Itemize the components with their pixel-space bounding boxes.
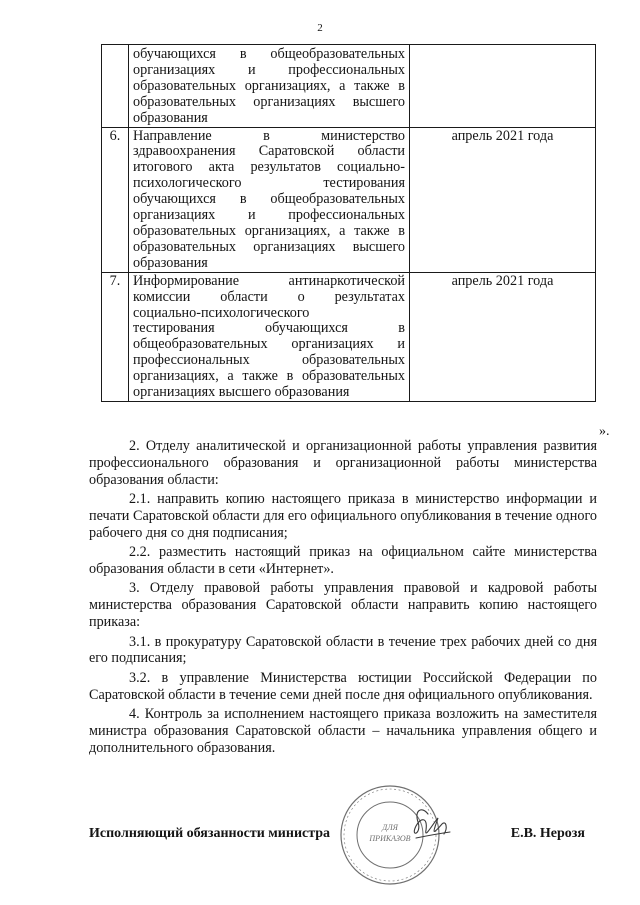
- row-number: 7.: [102, 272, 129, 401]
- paragraph-4: 4. Контроль за исполнением настоящего приказа возложить на заместителя министра образования Саратовской области – начальника управления общего и дополнительного образования.: [89, 705, 597, 756]
- paragraph-2: 2. Отделу аналитической и организационной работы управления развития профессионального образования и организационной работы министерства образования области:: [89, 438, 597, 488]
- table-row: [102, 45, 596, 128]
- row-description-line: организациях и профессиональных: [133, 207, 405, 224]
- row-description-line: тестирования обучающихся в: [133, 320, 405, 337]
- row-description-line: образования: [133, 254, 208, 271]
- signatory-title: Исполняющий обязанности министра: [89, 826, 331, 841]
- row-description-line: образовательных организациях высшего: [133, 238, 405, 255]
- paragraph-3: 3. Отделу правовой работы управления правовой и кадровой работы министерства образования Саратовской области направить копию настоящего приказа:: [89, 580, 597, 631]
- official-seal-stamp: [330, 778, 458, 888]
- row-description-line: комиссии области о результатах: [133, 288, 405, 305]
- handwritten-signature: [414, 810, 450, 838]
- row-description: [129, 272, 410, 401]
- row-description-line: профессиональных образовательных: [133, 352, 405, 369]
- row-date: апрель 2021 года: [410, 127, 596, 272]
- paragraph-2-1: 2.1. направить копию настоящего приказа в министерство информации и печати Саратовской области для его официального опубликования в течение одного рабочего дня со дня подписания;: [89, 491, 597, 541]
- row-description-line: образовательных организациях, а также в: [133, 77, 405, 94]
- row-description-line: социально-психологического: [133, 304, 310, 321]
- row-description-line: организациях и профессиональных: [133, 61, 405, 78]
- row-description-line: обучающихся в общеобразовательных: [133, 46, 405, 62]
- row-date: апрель 2021 года: [410, 272, 596, 401]
- row-description-line: психологического тестирования: [133, 175, 405, 192]
- row-description-line: образования: [133, 109, 208, 126]
- row-description-line: обучающихся в общеобразовательных: [133, 191, 405, 208]
- row-description: [129, 127, 410, 272]
- row-description-line: Информирование антинаркотической: [133, 272, 405, 289]
- row-description-line: Направление в министерство: [133, 127, 405, 144]
- signatory-name: Е.В. Нерозя: [510, 826, 585, 841]
- stamp-text-line-1: ДЛЯ: [382, 823, 398, 832]
- stamp-text-line-2: ПРИКАЗОВ: [369, 834, 411, 843]
- row-description-line: общеобразовательных организациях и: [133, 336, 405, 353]
- plan-table: [101, 44, 596, 402]
- paragraph-3-1: 3.1. в прокуратуру Саратовской области в течение трех рабочих дней со дня его подписания;: [89, 633, 597, 667]
- closing-quote: ».: [599, 424, 610, 439]
- order-body: [89, 438, 597, 759]
- row-description-line: образовательных организациях, а также в: [133, 222, 405, 239]
- row-description-line: образовательных организациях высшего: [133, 93, 405, 110]
- row-description-line: организациях, а также в образовательных: [133, 368, 405, 385]
- row-description: [129, 45, 410, 128]
- page-number: 2: [317, 22, 323, 34]
- table-row: [102, 127, 596, 272]
- table-row: [102, 272, 596, 401]
- row-description-line: итогового акта результатов социально-: [133, 159, 405, 176]
- row-description-line: здравоохранения Саратовской области: [133, 143, 405, 160]
- row-description-line: организациях высшего образования: [133, 384, 350, 401]
- paragraph-2-2: 2.2. разместить настоящий приказ на официальном сайте министерства образования области в сети «Интернет».: [89, 544, 597, 578]
- paragraph-3-2: 3.2. в управление Министерства юстиции Российской Федерации по Саратовской области в течение семи дней после дня официального опубликования.: [89, 669, 597, 703]
- row-number: [102, 45, 129, 128]
- row-number: 6.: [102, 127, 129, 272]
- row-date: [410, 45, 596, 128]
